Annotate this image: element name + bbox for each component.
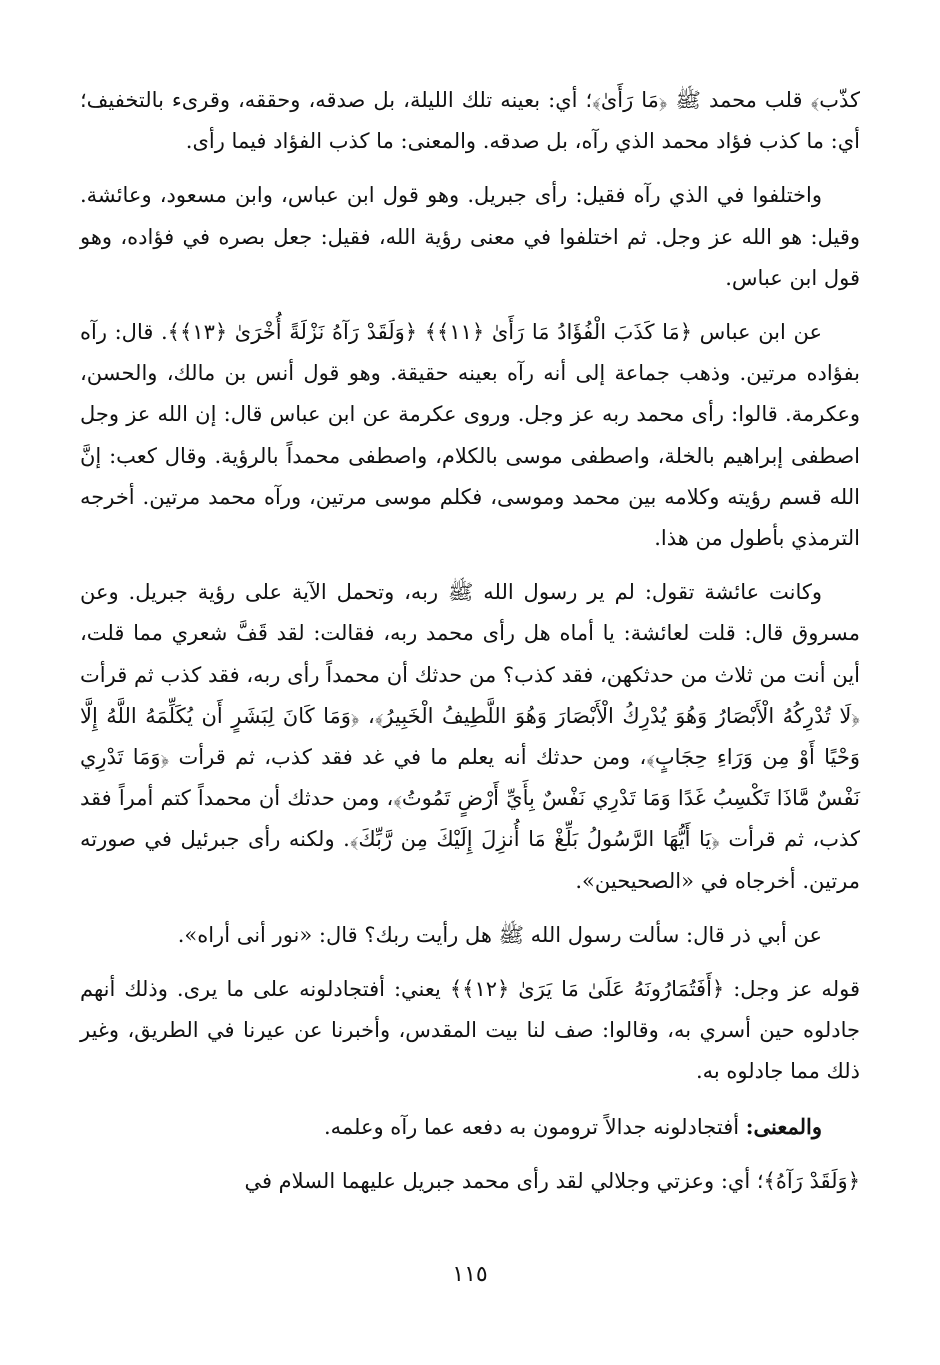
paragraph-8: ﴿وَلَقَدْ رَآهُ﴾؛ أي: وعزتي وجلالي لقد رأى محمد جبريل عليهما السلام في	[244, 1168, 860, 1193]
paragraph-1: كذّب﴾ قلب محمد ﷺ ﴿مَا رَأَىٰ﴾؛ أي: بعينه تلك الليلة، بل صدقه، وحققه، وقرىء بالتخفيف؛ أي: ما كذب فؤاد محمد الذي رآه، بل صدقه. والمعنى: ما كذب الفؤاد فيما رأى.	[80, 88, 860, 154]
paragraph-4: وكانت عائشة تقول: لم ير رسول الله ﷺ ربه، وتحمل الآية على رؤية جبريل. وعن مسروق قال: قلت لعائشة: يا أماه هل رأى محمد ربه، فقالت: لقد قَفَّ شعري مما قلت، أين أنت من ثلاث من حدثكهن، فقد كذب؟ من حدثك أن محمداً رأى ربه، فقد كذب ثم قرأت ﴿لَا تُدْرِكُهُ الْأَبْصَارُ وَهُوَ يُدْرِكُ الْأَبْصَارَ وَهُوَ اللَّطِيفُ الْخَبِيرُ﴾، ﴿وَمَا كَانَ لِبَشَرٍ أَن يُكَلِّمَهُ اللَّهُ إِلَّا وَحْيًا أَوْ مِن وَرَاءِ حِجَابٍ﴾، ومن حدثك أنه يعلم ما في غد فقد كذب، ثم قرأت ﴿وَمَا تَدْرِي نَفْسٌ مَّاذَا تَكْسِبُ غَدًا وَمَا تَدْرِي نَفْسٌ بِأَيِّ أَرْضٍ تَمُوتُ﴾، ومن حدثك أن محمداً كتم أمراً فقد كذب، ثم قرأت ﴿يَا أَيُّهَا الرَّسُولُ بَلِّغْ مَا أُنزِلَ إِلَيْكَ مِن رَّبِّكَ﴾. ولكنه رأى جبرئيل في صورته مرتين. أخرجاه في «الصحيحين».	[80, 580, 860, 893]
paragraph-6: قوله عز وجل: ﴿أَفَتُمَارُونَهُ عَلَىٰ مَا يَرَىٰ ﴿١٢﴾﴾ يعني: أفتجادلونه على ما يرى. وذلك أنهم جادلوه حين أسري به، وقالوا: صف لنا بيت المقدس، وأخبرنا عن عيرنا في الطريق، وغير ذلك مما جادلوه به.	[80, 977, 860, 1084]
paragraph-5: عن أبي ذر قال: سألت رسول الله ﷺ هل رأيت ربك؟ قال: «نور أنى أراه».	[177, 922, 822, 947]
paragraph-7-lead: والمعنى:	[745, 1113, 822, 1139]
page-body	[80, 80, 860, 1215]
page-number: ١١٥	[452, 1262, 488, 1287]
paragraph-3: عن ابن عباس ﴿مَا كَذَبَ الْفُؤَادُ مَا رَأَىٰ ﴿١١﴾﴾ ﴿وَلَقَدْ رَآهُ نَزْلَةً أُخْرَىٰ ﴿١٣﴾﴾. قال: رآه بفؤاده مرتين. وذهب جماعة إلى أنه رآه بعينه حقيقة. وهو قول أنس بن مالك، والحسن، وعكرمة. قالوا: رأى محمد ربه عز وجل. وروى عكرمة عن ابن عباس قال: إن الله عز وجل اصطفى إبراهيم بالخلة، واصطفى موسى بالكلام، واصطفى محمداً بالرؤية. وقال كعب: إنَّ الله قسم رؤيته وكلامه بين محمد وموسى، فكلم موسى مرتين، ورآه محمد مرتين. أخرجه الترمذي بأطول من هذا.	[80, 320, 860, 551]
paragraph-7-text: أفتجادلونه جدالاً ترومون به دفعه عما رآه وعلمه.	[323, 1114, 746, 1139]
paragraph-7	[80, 1106, 860, 1148]
paragraph-2: واختلفوا في الذي رآه فقيل: رأى جبريل. وهو قول ابن عباس، وابن مسعود، وعائشة. وقيل: هو الله عز وجل. ثم اختلفوا في معنى رؤية الله، فقيل: جعل بصره في فؤاده، وهو قول ابن عباس.	[80, 183, 860, 290]
